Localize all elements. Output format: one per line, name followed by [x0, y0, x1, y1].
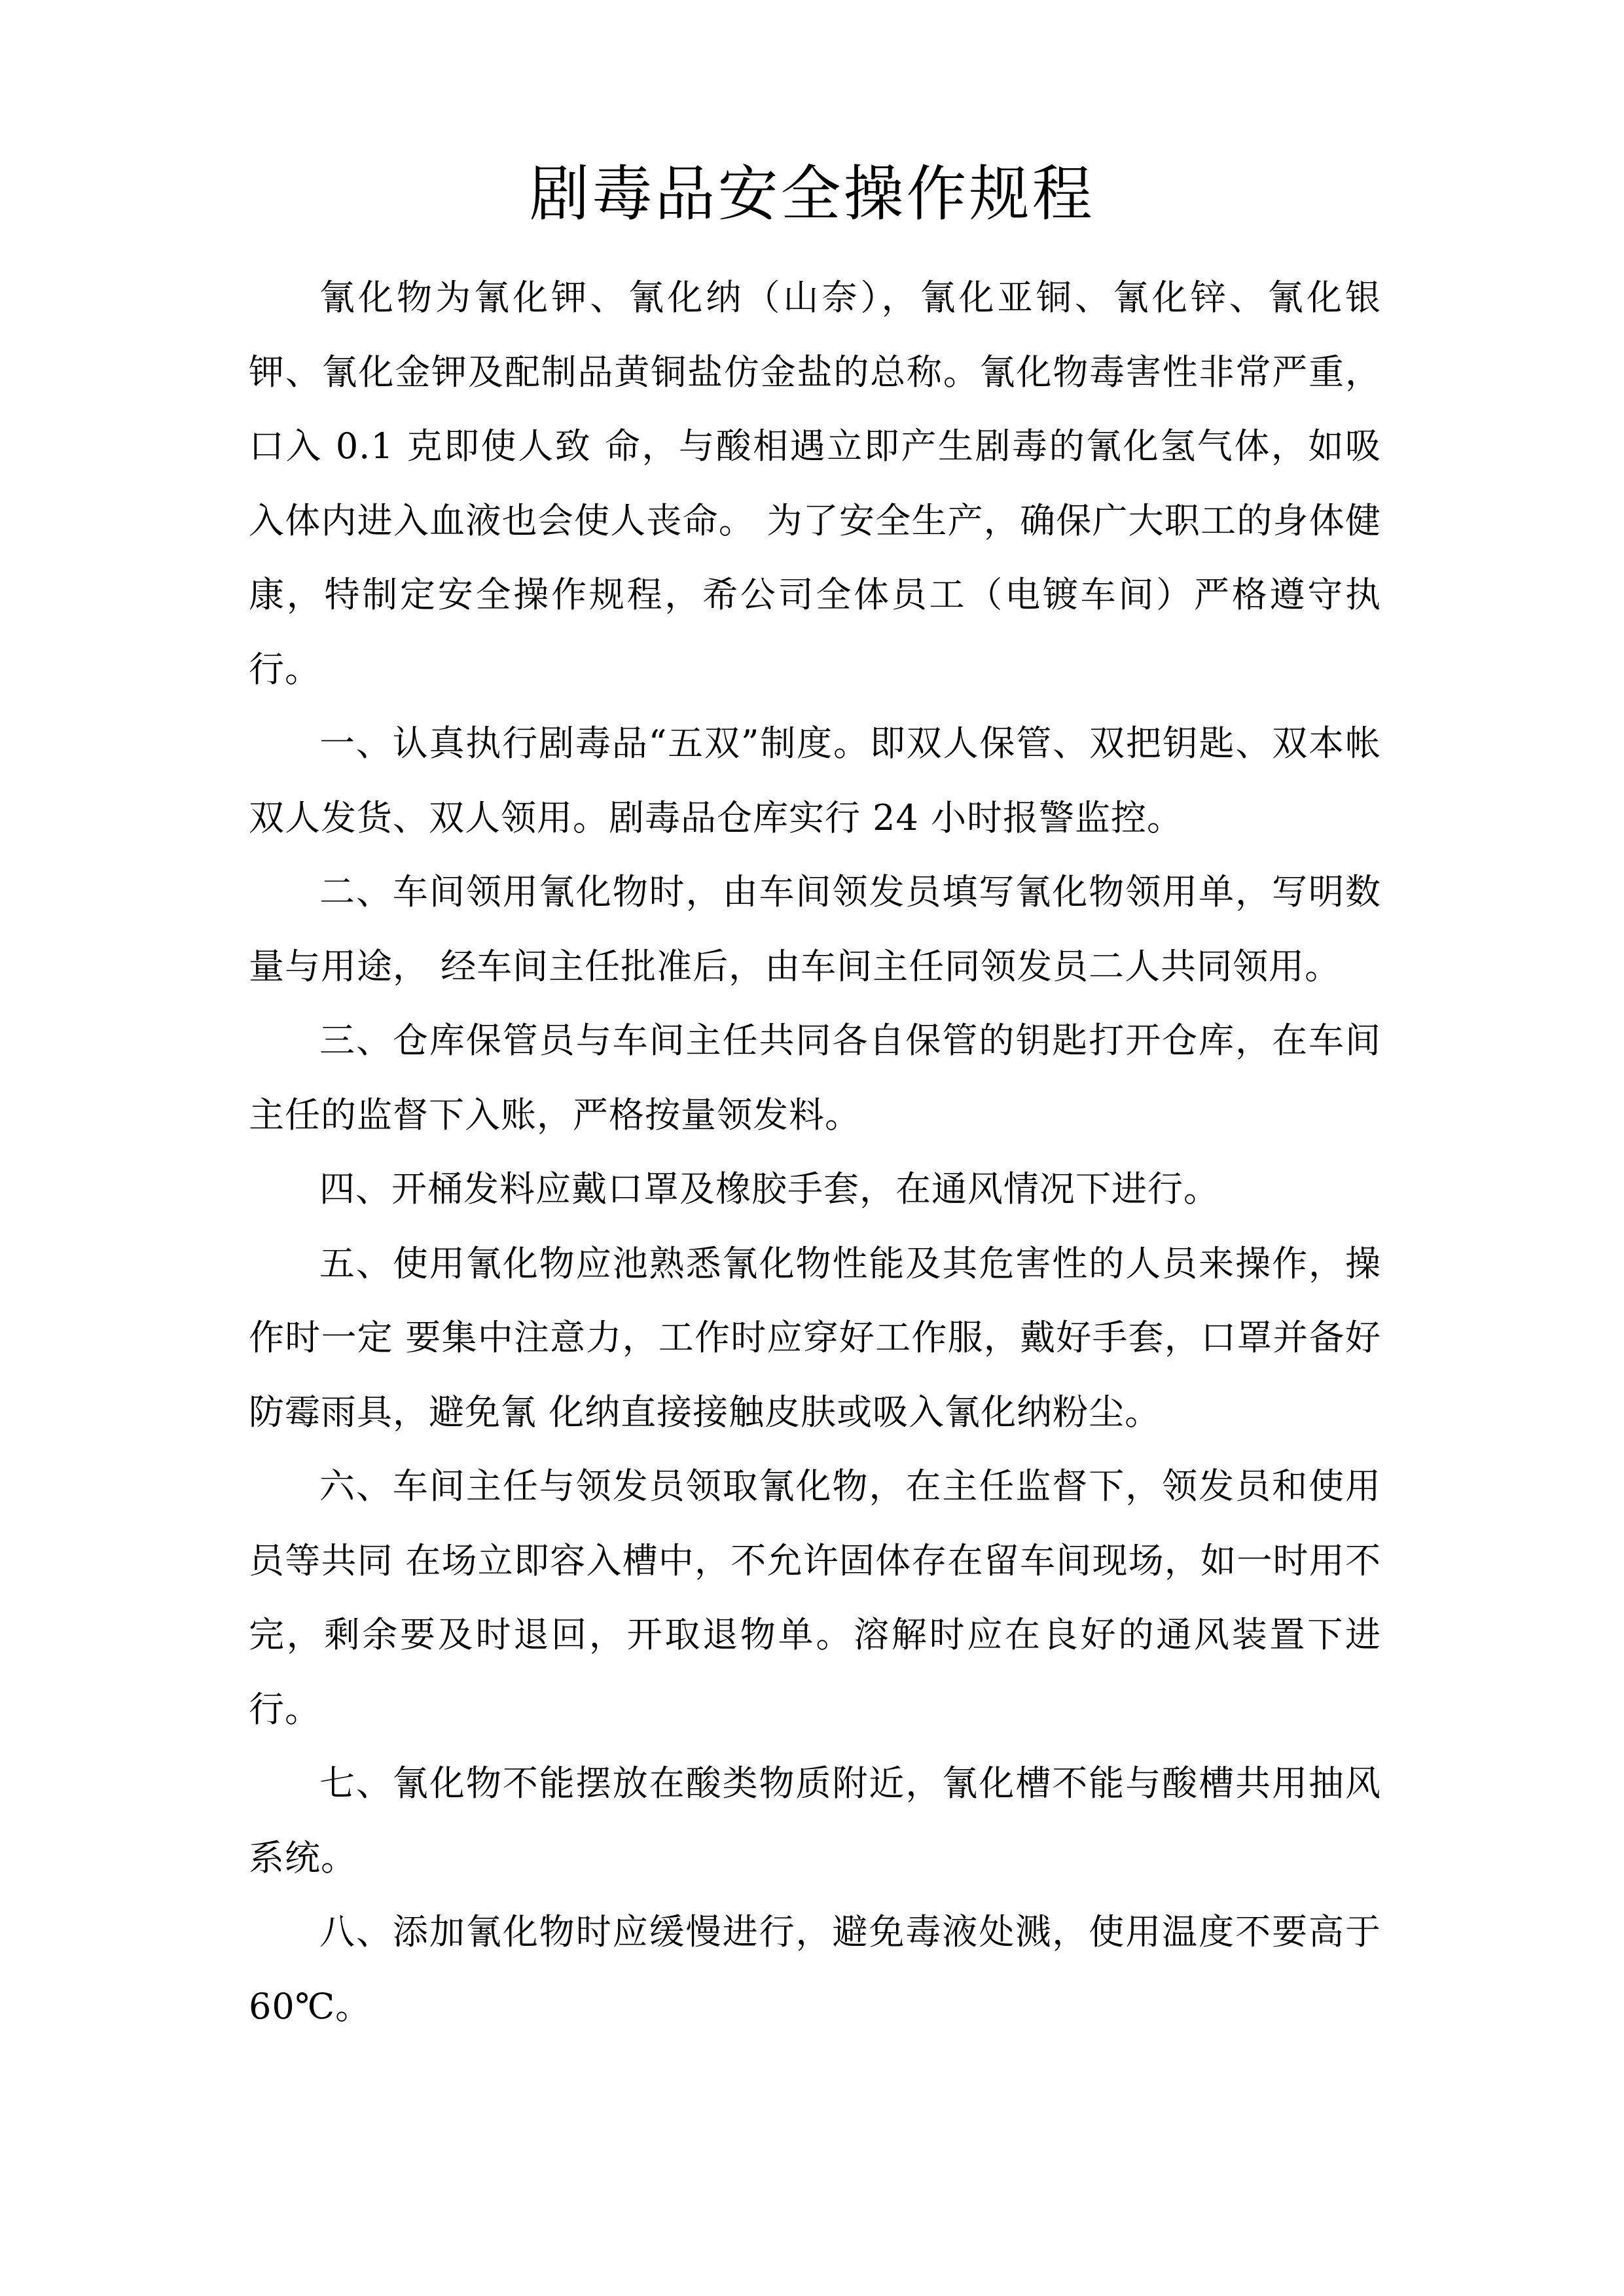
paragraph-rule-6: 六、车间主任与领发员领取氰化物，在主任监督下，领发员和使用员等共同 在场立即容入槽中，不允许固体存在留车间现场，如一时用不完，剩余要及时退回，开取退物单。溶解时应在良好的通风装置下进行。	[249, 1465, 1381, 1730]
document-body	[249, 260, 1381, 2043]
paragraph-intro: 氰化物为氰化钾、氰化纳（山奈），氰化亚铜、氰化锌、氰化银钾、氰化金钾及配制品黄铜盐仿金盐的总称。氰化物毒害性非常严重，口入 0.1 克即使人致 命，与酸相遇立即产生剧毒的氰化氢气体，如吸入体内进入血液也会使人丧命。 为了安全生产，确保广大职工的身体健康，特制定安全操作规程，希公司全体员工（电镀车间）严格遵守执行。	[249, 277, 1381, 690]
paragraph-rule-1: 一、认真执行剧毒品“五双”制度。即双人保管、双把钥匙、双本帐双人发货、双人领用。剧毒品仓库实行 24 小时报警监控。	[249, 723, 1381, 838]
paragraph-rule-5: 五、使用氰化物应池熟悉氰化物性能及其危害性的人员来操作，操作时一定 要集中注意力，工作时应穿好工作服，戴好手套，口罩并备好防霉雨具，避免氰 化纳直接接触皮肤或吸入氰化纳粉尘。	[249, 1242, 1381, 1433]
paragraph-rule-7: 七、氰化物不能摆放在酸类物质附近，氰化槽不能与酸槽共用抽风系统。	[249, 1763, 1381, 1878]
paragraph-rule-4: 四、开桶发料应戴口罩及橡胶手套，在通风情况下进行。	[319, 1168, 1219, 1210]
document-title: 剧毒品安全操作规程	[529, 159, 1095, 229]
paragraph-rule-3: 三、仓库保管员与车间主任共同各自保管的钥匙打开仓库，在车间主任的监督下入账，严格按量领发料。	[249, 1020, 1381, 1136]
paragraph-rule-2: 二、车间领用氰化物时，由车间领发员填写氰化物领用单，写明数量与用途， 经车间主任批准后，由车间主任同领发员二人共同领用。	[249, 871, 1381, 987]
paragraph-rule-8: 八、添加氰化物时应缓慢进行，避免毒液处溅，使用温度不要高于 60℃。	[249, 1911, 1381, 2027]
